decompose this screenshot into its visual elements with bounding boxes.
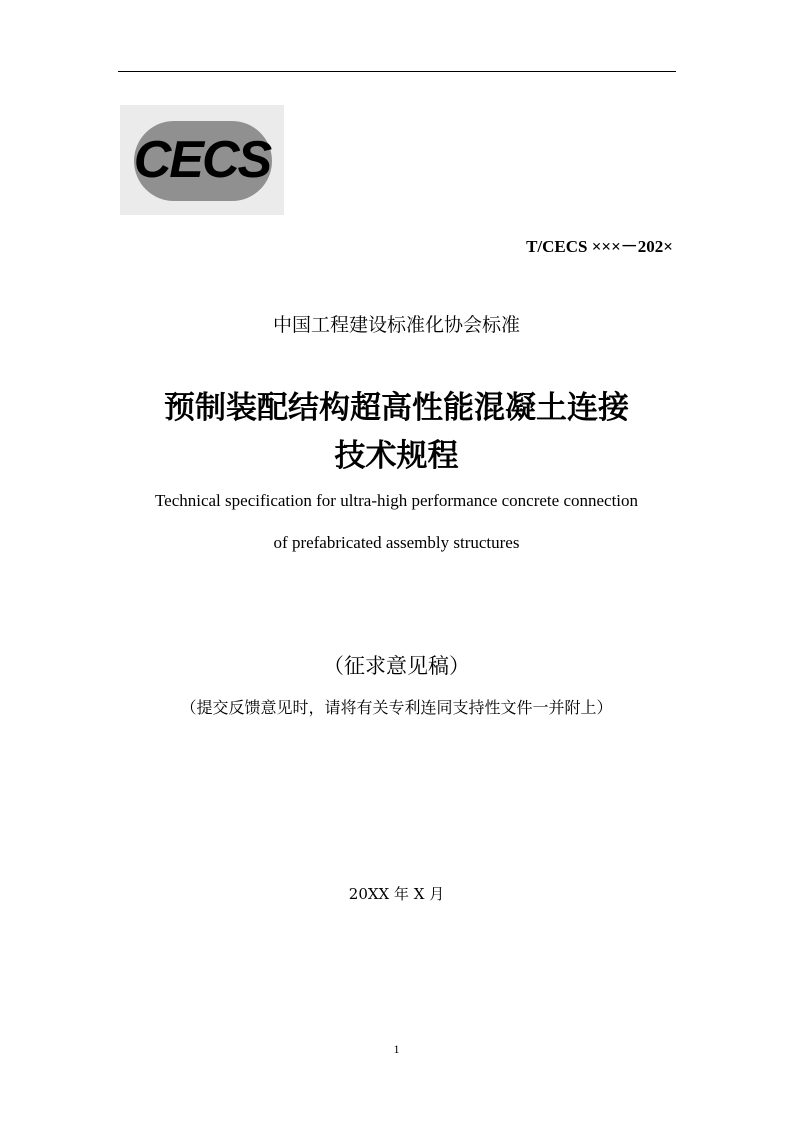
- draft-label: （征求意见稿）: [323, 654, 470, 678]
- cecs-logo: [120, 105, 284, 215]
- publication-date: 20XX 年 X 月: [348, 885, 445, 903]
- organization-name: 中国工程建设标准化协会标准: [272, 314, 520, 336]
- page-number: 1: [393, 1042, 400, 1056]
- submission-note: （提交反馈意见时，请将有关专利连同支持性文件一并附上）: [180, 698, 613, 717]
- title-en-line2: of prefabricated assembly structures: [273, 533, 520, 552]
- logo-text: CECS: [133, 131, 271, 189]
- top-rule: [118, 71, 676, 72]
- title-cn-line1: 预制装配结构超高性能混凝土连接: [164, 390, 629, 426]
- title-en-line1: Technical specification for ultra-high performance concrete connection: [154, 491, 639, 510]
- title-cn-line2: 技术规程: [334, 438, 459, 474]
- standard-code: T/CECS ×××－202×: [526, 237, 673, 256]
